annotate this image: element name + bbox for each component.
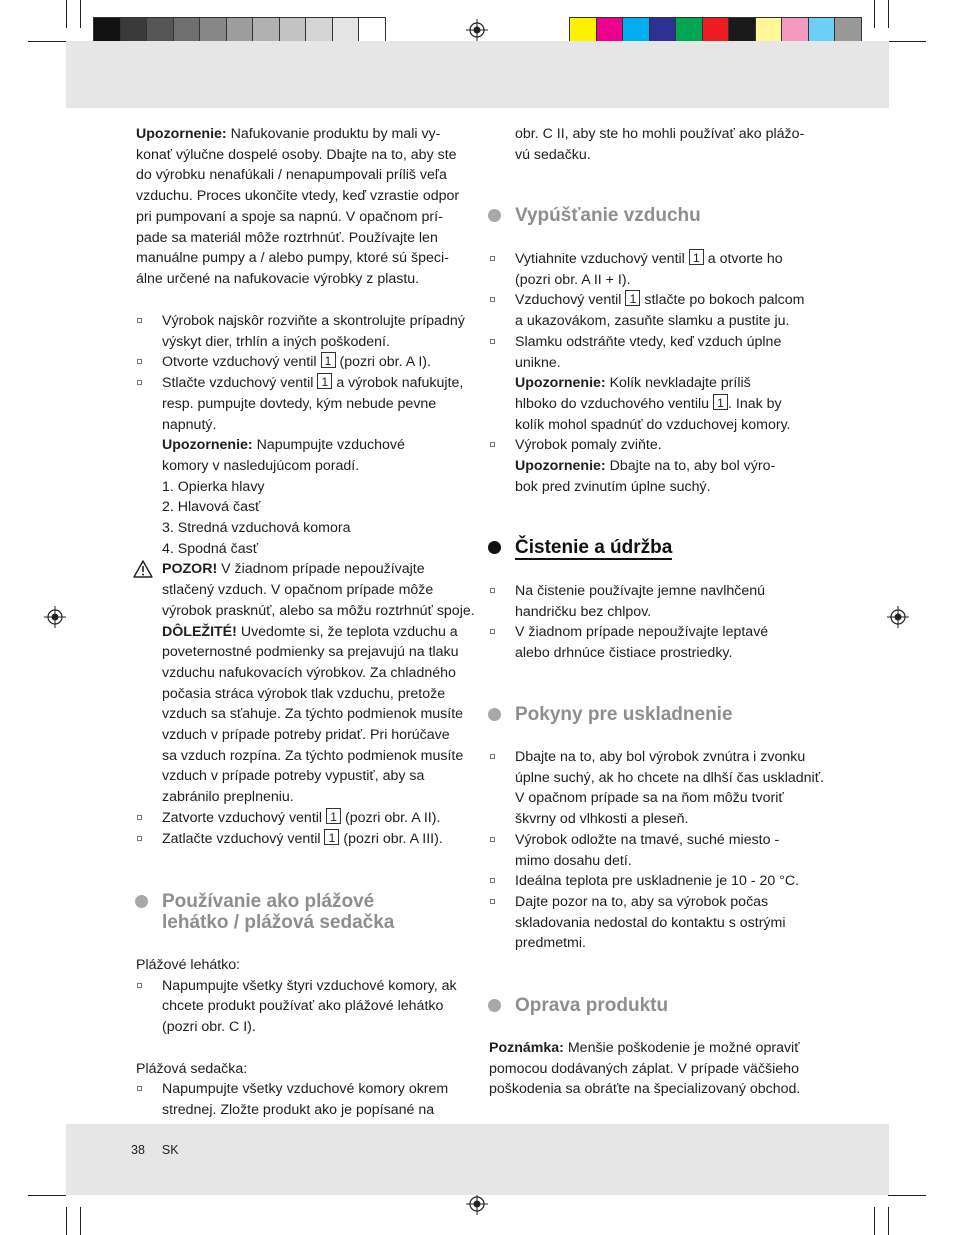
color-swatch (622, 17, 650, 43)
page-number: 38 (131, 1143, 145, 1157)
important-note: DÔLEŽITÉ! Uvedomte si, že teplota vzduchu a (162, 623, 458, 640)
order-item: 1. Opierka hlavy (162, 478, 265, 495)
valve-ref-badge: 1 (625, 290, 640, 306)
deflation-steps: Vytiahnite vzduchový ventil 1 a otvorte ho (pozri obr. A II + I). Vzduchový ventil 1 stlačte po bokoch palcom a ukazovákom, zasuňte slamku a pustite ju. Slamku odstráňte vtedy, keď vzduch úplne unikne. Upozornenie: Kolík nevkladajte príliš hlboko do vzduchového ventilu 1 . Inak by kolík mohol spadnúť do vzduchovej komory. Výrobok pomaly zviňte. Upozornenie: Dbajte na to, aby bol výro- bok pred zvinutím úplne suchý. (489, 249, 829, 497)
section-heading-beach-use: Používanie ako plážové lehátko / plážová sedačka (135, 891, 394, 933)
section-heading-storage: Pokyny pre uskladnenie (488, 704, 733, 725)
color-swatch (702, 17, 730, 43)
color-swatch (834, 17, 862, 43)
color-swatch (305, 17, 333, 43)
list-item: Stlačte vzduchový ventil 1 a výrobok nafukujte, (136, 373, 476, 394)
page-footer (131, 1143, 179, 1157)
color-swatch (252, 17, 280, 43)
list-item: Vytiahnite vzduchový ventil 1 a otvorte ho (489, 249, 829, 270)
color-swatch (675, 17, 703, 43)
note: Upozornenie: Kolík nevkladajte príliš (515, 375, 751, 392)
list-item: Napumpujte všetky štyri vzduchové komory, ak (136, 976, 476, 997)
note: Upozornenie: Napumpujte vzduchové (162, 437, 405, 454)
left-column (136, 124, 476, 290)
list-item: Napumpujte všetky vzduchové komory okrem (136, 1079, 476, 1100)
valve-ref-badge: 1 (317, 373, 332, 389)
intro-warning: Upozornenie: Nafukovanie produktu by mali vy- konať výlučne dospelé osoby. Dbajte na to, aby ste do výrobku nenafúkali / nenapumpovali príliš veľa vzduchu. Proces ukončite vtedy, keď vzrastie odpor pri pumpovaní a spoje sa napnú. V opačnom prí- pade sa materiál môže roztrhnúť. Používajte len manuálne pumpy a / alebo pumpy, ktoré sú špeci- álne určené na nafukovacie výrobky z plastu. (136, 126, 460, 287)
inflation-steps: Výrobok najskôr rozviňte a skontrolujte prípadný výskyt dier, trhlín a iných poškodení. Otvorte vzduchový ventil 1 (pozri obr. A I). Stlačte vzduchový ventil 1 a výrobok nafukujte, resp. pumpujte dovtedy, kým nebude pevne napnutý. Upozornenie: Napumpujte vzduchové komory v nasledujúcom poradí. 1. Opierka hlavy 2. Hlavová časť 3. Stredná vzduchová komora 4. Spodná časť POZOR! V žiadnom prípade nepoužívajte stlačený vzduch. V opačnom prípade môže výrobok prasknúť, alebo sa môžu roztrhnúť spoje. DÔLEŽITÉ! Uvedomte si, že teplota vzduchu a poveternostné podmienky sa prejavujú na tlaku vzduchu nafukovacích výrobkov. Za chladného počasia stráca výrobok tlak vzduchu, pretože vzduch sa sťahuje. Za týchto podmienok musíte vzduch v prípade potreby pridať. Pri horúčave sa vzduch rozpína. Za týchto podmienok musíte vzduch v prípade potreby vypustiť, aby sa zabránilo preplneniu. Zatvorte vzduchový ventil 1 (pozri obr. A II). Zatlačte vzduchový ventil 1 (pozri obr. A III). (136, 311, 476, 849)
pozor-warning: POZOR! V žiadnom prípade nepoužívajte (136, 559, 476, 580)
section-heading-deflation: Vypúšťanie vzduchu (488, 205, 701, 226)
footer-band (66, 1124, 889, 1195)
color-swatch (781, 17, 809, 43)
registration-mark-icon (466, 1193, 488, 1215)
cleaning-steps: Na čistenie používajte jemne navlhčenú handričku bez chlpov. V žiadnom prípade nepoužívajte leptavé alebo drhnúce čistiace prostriedky. (489, 581, 829, 664)
warning-triangle-icon (133, 560, 153, 578)
valve-ref-badge: 1 (713, 394, 728, 410)
section-heading-repair: Oprava produktu (488, 995, 668, 1016)
list-item: Ideálna teplota pre uskladnenie je 10 - 20 °C. (489, 871, 829, 892)
note: Upozornenie: Dbajte na to, aby bol výro- (515, 458, 776, 475)
order-item: 2. Hlavová časť (162, 499, 261, 516)
valve-ref-badge: 1 (689, 249, 704, 265)
list-item: Dajte pozor na to, aby sa výrobok počas (489, 892, 829, 913)
list-item: Výrobok odložte na tmavé, suché miesto - (489, 830, 829, 851)
list-item: Dbajte na to, aby bol výrobok zvnútra i zvonku (489, 747, 829, 768)
color-swatch (332, 17, 360, 43)
color-swatch (569, 17, 597, 43)
color-swatch (199, 17, 227, 43)
language-code: SK (161, 1143, 179, 1157)
list-item: Zatlačte vzduchový ventil 1 (pozri obr. A III). (136, 829, 476, 850)
section-heading-cleaning: Čistenie a údržba (488, 537, 672, 558)
list-item: Zatvorte vzduchový ventil 1 (pozri obr. A II). (136, 808, 476, 829)
valve-ref-badge: 1 (324, 829, 339, 845)
list-item: Vzduchový ventil 1 stlačte po bokoch palcom (489, 290, 829, 311)
list-item: Na čistenie používajte jemne navlhčenú (489, 581, 829, 602)
color-swatch (146, 17, 174, 43)
color-swatch (120, 17, 148, 43)
order-item: 4. Spodná časť (162, 540, 259, 557)
repair-text: Poznámka: Menšie poškodenie je možné opraviť pomocou dodávaných záplat. V prípade väčšieho poškodenia sa obráťte na špecializovaný obchod. (489, 1040, 801, 1098)
color-swatch (279, 17, 307, 43)
color-swatch (728, 17, 756, 43)
color-swatch (596, 17, 624, 43)
color-swatch (93, 17, 121, 43)
registration-mark-icon (466, 19, 488, 41)
storage-steps: Dbajte na to, aby bol výrobok zvnútra i zvonku úplne suchý, ak ho chcete na dlhší čas uskladniť. V opačnom prípade sa na ňom môžu tvoriť škvrny od vlhkosti a pleseň. Výrobok odložte na tmavé, suché miesto - mimo dosahu detí. Ideálna teplota pre uskladnenie je 10 - 20 °C. Dajte pozor na to, aby sa výrobok počas skladovania nedostal do kontaktu s ostrými predmetmi. (489, 747, 829, 954)
list-item: Otvorte vzduchový ventil 1 (pozri obr. A I). (136, 352, 476, 373)
valve-ref-badge: 1 (321, 352, 336, 368)
color-swatch (226, 17, 254, 43)
color-swatch (755, 17, 783, 43)
order-item: 3. Stredná vzduchová komora (162, 520, 351, 537)
right-column-continuation: obr. C II, aby ste ho mohli používať ako plážo- vú sedačku. (515, 126, 805, 163)
valve-ref-badge: 1 (326, 808, 341, 824)
list-item: Výrobok pomaly zviňte. (489, 435, 829, 456)
registration-mark-icon (44, 606, 66, 628)
list-item: Slamku odstráňte vtedy, keď vzduch úplne (489, 332, 829, 353)
list-item: V žiadnom prípade nepoužívajte leptavé (489, 622, 829, 643)
color-swatch (808, 17, 836, 43)
list-item: Výrobok najskôr rozviňte a skontrolujte prípadný (136, 311, 476, 332)
color-swatch (173, 17, 201, 43)
color-swatch (358, 17, 386, 43)
color-swatch (649, 17, 677, 43)
beach-use-text: Plážové lehátko: Napumpujte všetky štyri vzduchové komory, ak chcete produkt používať ako plážové lehátko (pozri obr. C I). Plážová sedačka: Napumpujte všetky vzduchové komory okrem strednej. Zložte produkt ako je popísané na (136, 955, 476, 1121)
header-band (66, 41, 889, 108)
registration-mark-icon (887, 606, 909, 628)
